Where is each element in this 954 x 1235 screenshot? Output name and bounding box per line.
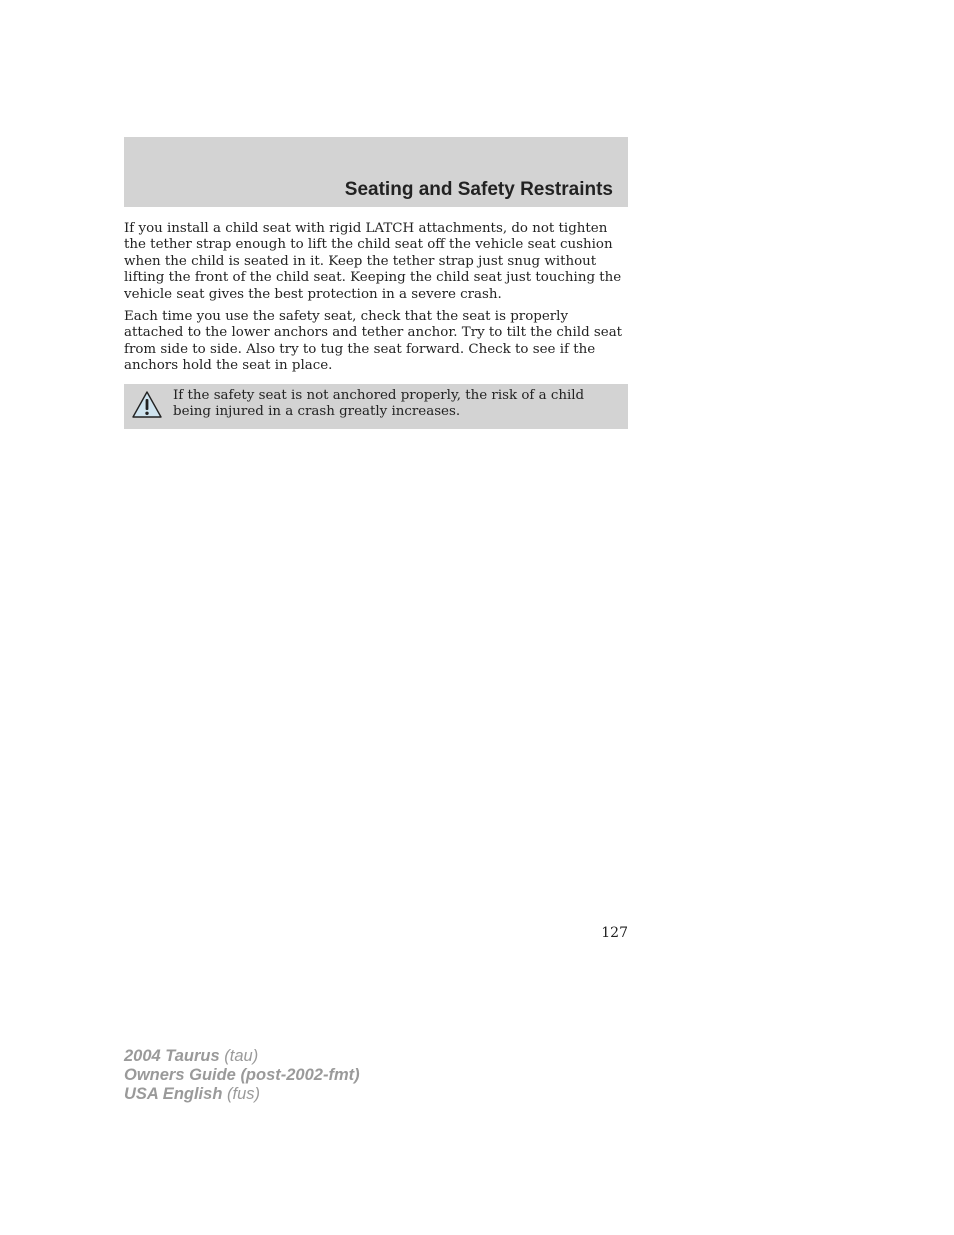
footer-language: USA English (124, 1085, 223, 1103)
footer-model-code: (tau) (224, 1047, 259, 1065)
footer-guide-line (124, 1066, 360, 1085)
page-number: 127 (601, 925, 628, 941)
footer-language-line (124, 1085, 360, 1104)
paragraph-check-seat: Each time you use the safety seat, check that the seat is properly attached to the lower anchors and tether anchor. Try to tilt the child seat from side to side. Also try to tug the seat forward. Check to see if the anchors hold the seat in place. (124, 309, 623, 374)
footer-language-code: (fus) (227, 1085, 260, 1103)
warning-box (124, 384, 628, 429)
paragraph-latch-tether: If you install a child seat with rigid LATCH attachments, do not tighten the tether strap enough to lift the child seat off the vehicle seat cushion when the child is seated in it. Keep the tether strap just snug without lifting the front of the child seat. Keeping the child seat just touching the vehicle seat gives the best protection in a severe crash. (124, 221, 622, 302)
footer-guide: Owners Guide (post-2002-fmt) (124, 1066, 360, 1084)
footer-model: 2004 Taurus (124, 1047, 220, 1065)
warning-triangle-icon (131, 390, 163, 419)
footer-model-line (124, 1047, 360, 1066)
footer (124, 1047, 360, 1104)
section-title: Seating and Safety Restraints (344, 179, 613, 200)
body-text (124, 221, 630, 381)
warning-text: If the safety seat is not anchored properly, the risk of a child being injured in a crash greatly increases. (173, 388, 585, 420)
section-header-band (124, 137, 628, 207)
